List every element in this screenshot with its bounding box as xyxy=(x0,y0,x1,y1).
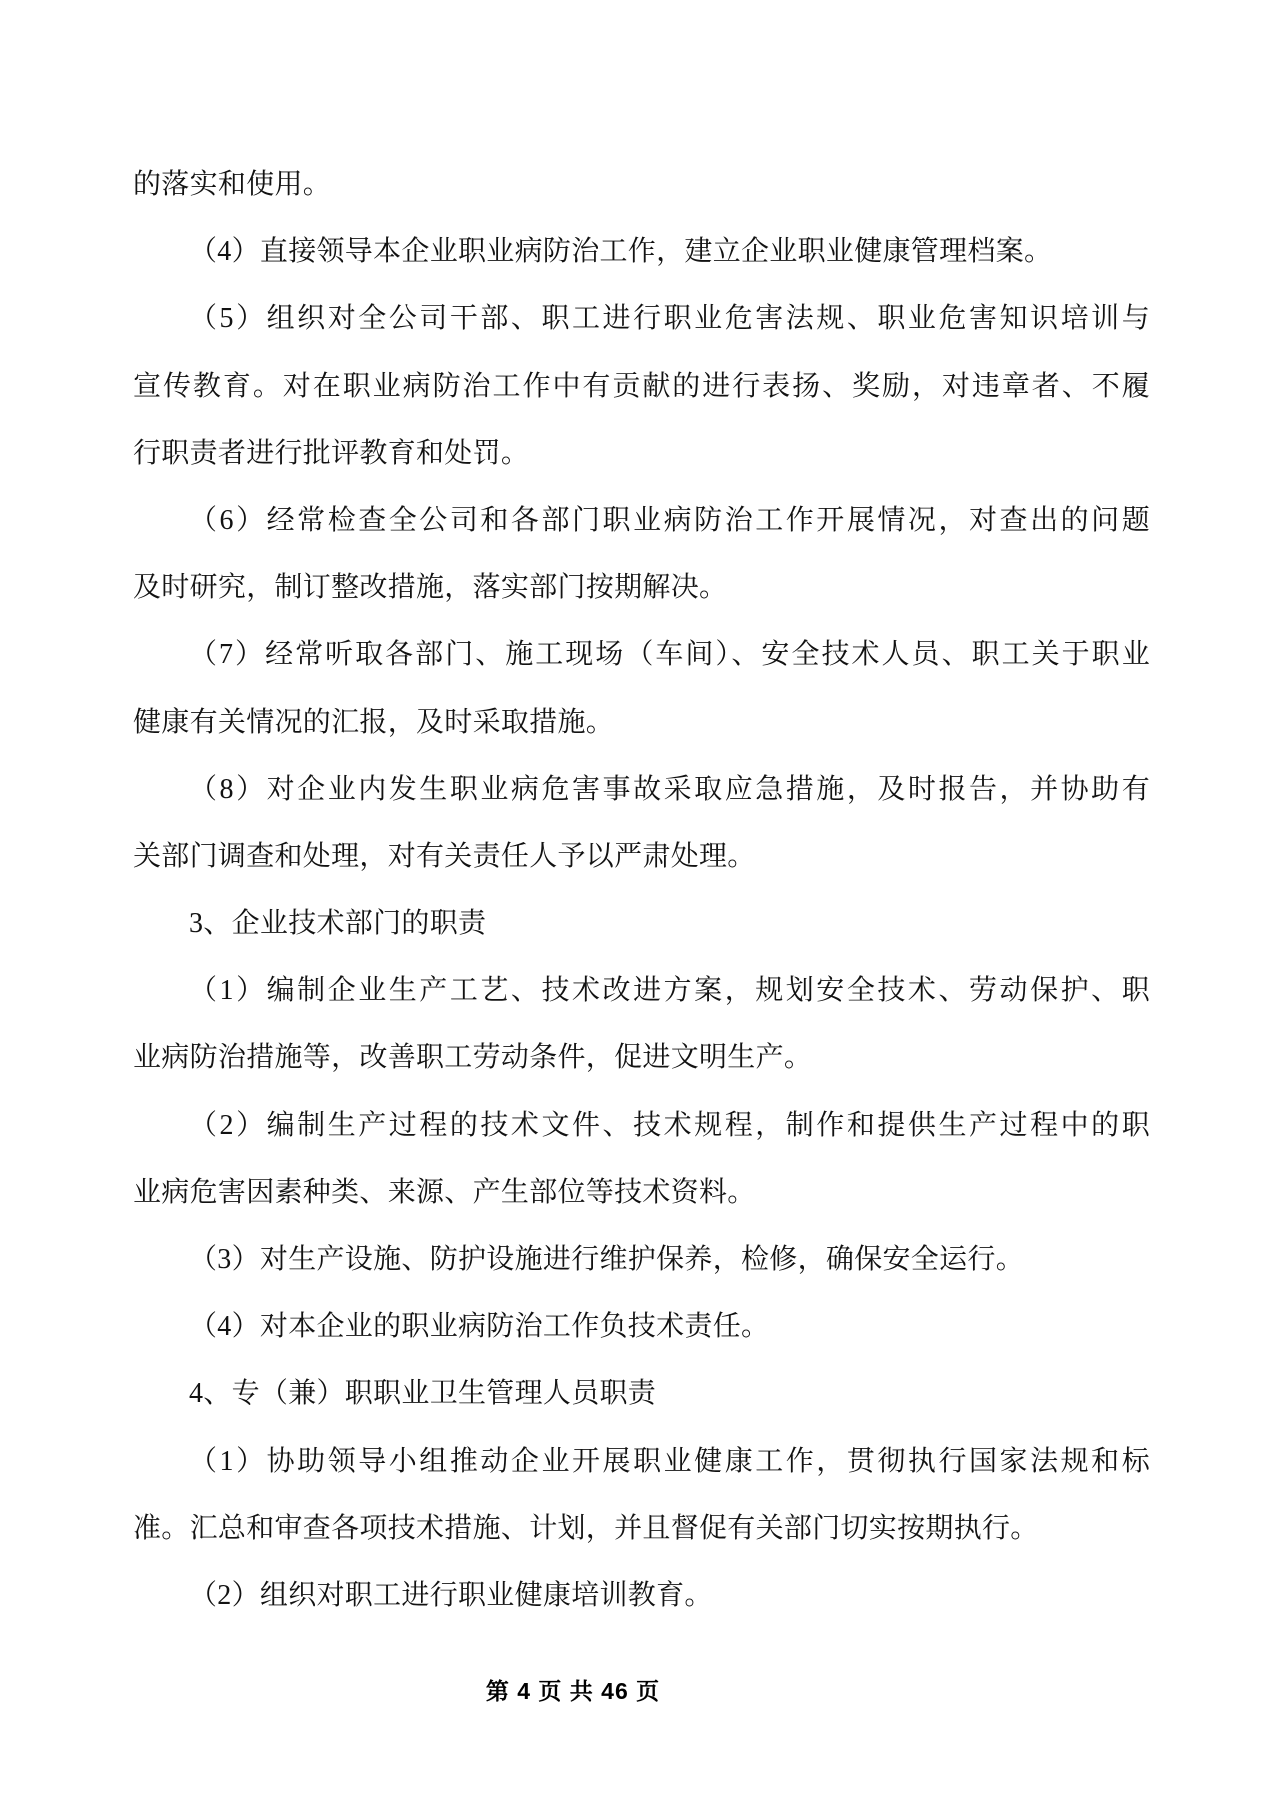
text-line: 的落实和使用。 xyxy=(133,169,332,200)
document-body xyxy=(133,151,1150,1629)
text-line: （7）经常听取各部门、施工现场（车间）、安全技术人员、职工关于职业 xyxy=(189,639,1150,671)
text-line: 业病危害因素种类、来源、产生部位等技术资料。 xyxy=(133,1176,756,1208)
text-line: 行职责者进行批评教育和处罚。 xyxy=(133,437,530,469)
text-line: 关部门调查和处理，对有关责任人予以严肃处理。 xyxy=(133,840,756,872)
page-footer: 第 4 页 共 46 页 xyxy=(485,1678,661,1704)
text-line: 准。汇总和审查各项技术措施、计划，并且督促有关部门切实按期执行。 xyxy=(133,1512,1039,1544)
text-line: （4）对本企业的职业病防治工作负技术责任。 xyxy=(189,1311,770,1343)
text-line: 健康有关情况的汇报，及时采取措施。 xyxy=(133,706,615,738)
text-line: 业病防治措施等，改善职工劳动条件，促进文明生产。 xyxy=(133,1042,813,1074)
text-line: （5）组织对全公司干部、职工进行职业危害法规、职业危害知识培训与 xyxy=(189,303,1150,335)
text-line: （4）直接领导本企业职业病防治工作，建立企业职业健康管理档案。 xyxy=(189,236,1053,268)
text-line: （1）编制企业生产工艺、技术改进方案，规划安全技术、劳动保护、职 xyxy=(189,975,1150,1007)
text-line: 及时研究，制订整改措施，落实部门按期解决。 xyxy=(133,572,728,604)
text-line: （1）协助领导小组推动企业开展职业健康工作，贯彻执行国家法规和标 xyxy=(189,1445,1150,1477)
text-line: （3）对生产设施、防护设施进行维护保养，检修，确保安全运行。 xyxy=(189,1244,1025,1275)
text-line: 宣传教育。对在职业病防治工作中有贡献的进行表扬、奖励，对违章者、不履 xyxy=(133,370,1150,402)
text-line: （2）组织对职工进行职业健康培训教育。 xyxy=(189,1579,713,1611)
text-line section-heading: 3、企业技术部门的职责 xyxy=(189,908,487,940)
text-line: （2）编制生产过程的技术文件、技术规程，制作和提供生产过程中的职 xyxy=(189,1109,1150,1141)
text-line: （6）经常检查全公司和各部门职业病防治工作开展情况，对查出的问题 xyxy=(189,504,1150,536)
text-line: （8）对企业内发生职业病危害事故采取应急措施，及时报告，并协助有 xyxy=(189,773,1150,805)
text-line section-heading: 4、专（兼）职职业卫生管理人员职责 xyxy=(189,1378,657,1410)
